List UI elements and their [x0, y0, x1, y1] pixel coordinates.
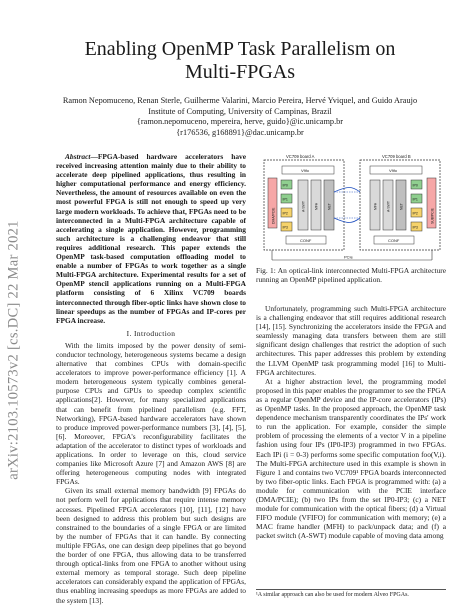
board-right-label: VC709 board B	[382, 154, 411, 159]
left-column	[56, 152, 246, 605]
optical-link-top	[334, 188, 360, 193]
abstract-lead: Abstract	[65, 152, 91, 161]
title-line-1: Enabling OpenMP Task Parallelism on	[84, 38, 396, 60]
ip-label-right-3: IP3	[412, 225, 418, 230]
net-label-right-net: NET	[399, 203, 404, 210]
paper-title	[40, 38, 440, 84]
vfifo-right-label: Vfifo	[389, 168, 398, 173]
side-module-left-label: DMA/PCIE	[271, 207, 276, 224]
ip-label-right-2: IP2	[412, 211, 418, 216]
ip-label-right-0: IP0	[412, 183, 418, 188]
footnote: ¹A similar approach can also be used for modern Alveo FPGAs.	[256, 589, 446, 599]
figure-1-caption: Fig. 1: An optical-link interconnected Multi-FPGA architecture running an OpenMP pipelined application.	[256, 266, 446, 285]
right-paragraph-2: At a higher abstraction level, the programming model proposed in this paper enables the programmer to see the FPGA as a regular OpenMP device and the IP-core accelerators (IPs) as OpenMP tasks. In the proposed approach, the OpenMP task dependence mechanism transparently coordinates the IPs' work to run the application. For example, consider the simple problem of processing the elements of a vector V in a pipeline fashion using four IPs (IP0-IP3) programmed in two FPGAs. Each IPi (i = 0-3) performs some specific computation foo(V,i). The Multi-FPGA architecture used in this example is shown in Figure 1 and contains two VC709¹ FPGA boards interconnected by two fiber-optic links. Each FPGA is programmed with: (a) a module for communication with the PCIE interface (DMA/PCIE); (b) two IPs from the set IP0-IP3; (c) a NET module for communication with the optical fibers; (d) a Virtual FIFO module (VFIFO) for communication with memory; (e) a MAC frame handler (MFH) to pack/unpack data; and (f) a packet switch (A-SWT) module capable of moving data among	[256, 376, 446, 541]
net-label-left-net: NET	[327, 203, 332, 210]
right-column	[256, 304, 446, 540]
abstract-body: —FPGA-based hardware accelerators have received increasing attention mainly due to their ability to accelerate deep pipelined applications, thus resulting in higher computational performance and energy efficiency. Nevertheless, the amount of resources available on even the most powerful FPGA is still not enough to speed up very large modern workloads. To achieve that, FPGAs need to be interconnected in a Multi-FPGA architecture capable of accelerating a single application. However, programming such architecture is a challenging endeavor that still requires additional research. This paper extends the OpenMP task-based computation offloading model to enable a number of FPGAs to work together as a single Multi-FPGA architecture. Experimental results for a set of OpenMP stencil applications running on a Multi-FPGA platform consisting of 6 Xilinx VC709 boards interconnected through fiber-optic links have shown close to linear speedups as the number of FPGAs and IP-cores per FPGA increase.	[56, 152, 246, 325]
abstract	[56, 152, 246, 325]
side-module-right-label: SUB/PCIE	[430, 208, 435, 224]
optical-link-bottom	[334, 218, 360, 223]
pcie-label: PCIe	[344, 254, 353, 260]
figure-1-diagram	[256, 150, 446, 264]
ip-label-right-1: IP1	[412, 197, 418, 202]
conf-right-label: CONF	[388, 238, 400, 243]
section-heading-introduction: I. Introduction	[126, 328, 176, 338]
title-line-2: Multi-FPGAs	[184, 61, 296, 83]
net-label-right-mfh: MFH	[373, 202, 378, 210]
ip-label-left-3: IP3	[282, 225, 288, 230]
net-label-left-mfh: MFH	[314, 202, 319, 210]
email-line-2: {r176536, g168891}@dac.unicamp.br	[176, 127, 304, 137]
affiliation: Institute of Computing, University of Campinas, Brazil	[148, 106, 332, 116]
ip-label-left-2: IP2	[282, 211, 288, 216]
intro-paragraph-2: Given its small external memory bandwidth [9] FPGAs do not perform well for applications that require intense memory accesses. Pipelined FPGA accelerators [10], [11], [12] have been designed to address this problem but such designs are constrained to the boundaries of a single FPGA or are limited by the number of FPGAs that it can handle. By connecting multiple FPGAs, one can design deep pipelines that go beyond the border of one FPGA, thus allowing data to be transferred through optical-links from one FPGA to another without using external memory as temporal storage. Such deep pipeline accelerators can considerably expand the application of FPGAs, thus enabling increasing speedups as more FPGAs are added to the system [13].	[56, 486, 246, 605]
arxiv-sidebar-stamp	[2, 140, 26, 560]
email-line-1: {ramon.nepomuceno, mpereira, herve, guido}@ic.unicamp.br	[136, 117, 344, 127]
right-paragraph-1: Unfortunately, programming such Multi-FPGA architecture is a challenging endeavor that still requires additional research [14], [15]. Synchronizing the accelerators inside the FPGA and seamlessly managing data transfers between them are still significant design challenges that restrict the adoption of such architectures. This paper addresses this problem by extending the LLVM OpenMP task programming model [16] to Multi-FPGA architectures.	[256, 304, 446, 377]
net-label-right-aswt: A-SWT	[386, 201, 391, 212]
author-names: Ramon Nepomuceno, Renan Sterle, Guilherme Valarini, Marcio Pereira, Hervé Yviquel, and Guido Araujo	[62, 96, 418, 105]
intro-paragraph-1: With the limits imposed by the power density of semi-conductor technology, heterogeneous systems became a design alternative that combines CPUs with domain-specific accelerators to improve power-performance efficiency [1]. A modern heterogeneous system typically combines general-purpose CPUs and GPUs to speedup complex scientific applications[2]. However, for many specialized applications that can benefit from pipelined parallelism (e.g. FFT, Networking), FPGA-based hardware accelerators have shown to produce improved power-performance numbers [3], [4], [5], [6]. Moreover, FPGA's reconfigurability facilitates the adaptation of the accelerator to distinct types of workloads and applications. In order to leverage on this, cloud service companies like Microsoft Azure [7] and Amazon AWS [8] are offering heterogeneous computing nodes with integrated FPGAs.	[56, 340, 246, 487]
arxiv-identifier: arXiv:2103.10573v2 [cs.DC] 22 Mar 2021	[5, 220, 22, 480]
net-label-left-aswt: A-SWT	[301, 201, 306, 212]
board-left-label: VC709 board A	[286, 154, 315, 159]
vfifo-left-label: Vfifo	[301, 168, 310, 173]
ip-label-left-0: IP0	[282, 183, 288, 188]
ip-label-left-1: IP1	[282, 197, 288, 202]
author-block	[40, 96, 440, 138]
conf-left-label: CONF	[300, 238, 312, 243]
